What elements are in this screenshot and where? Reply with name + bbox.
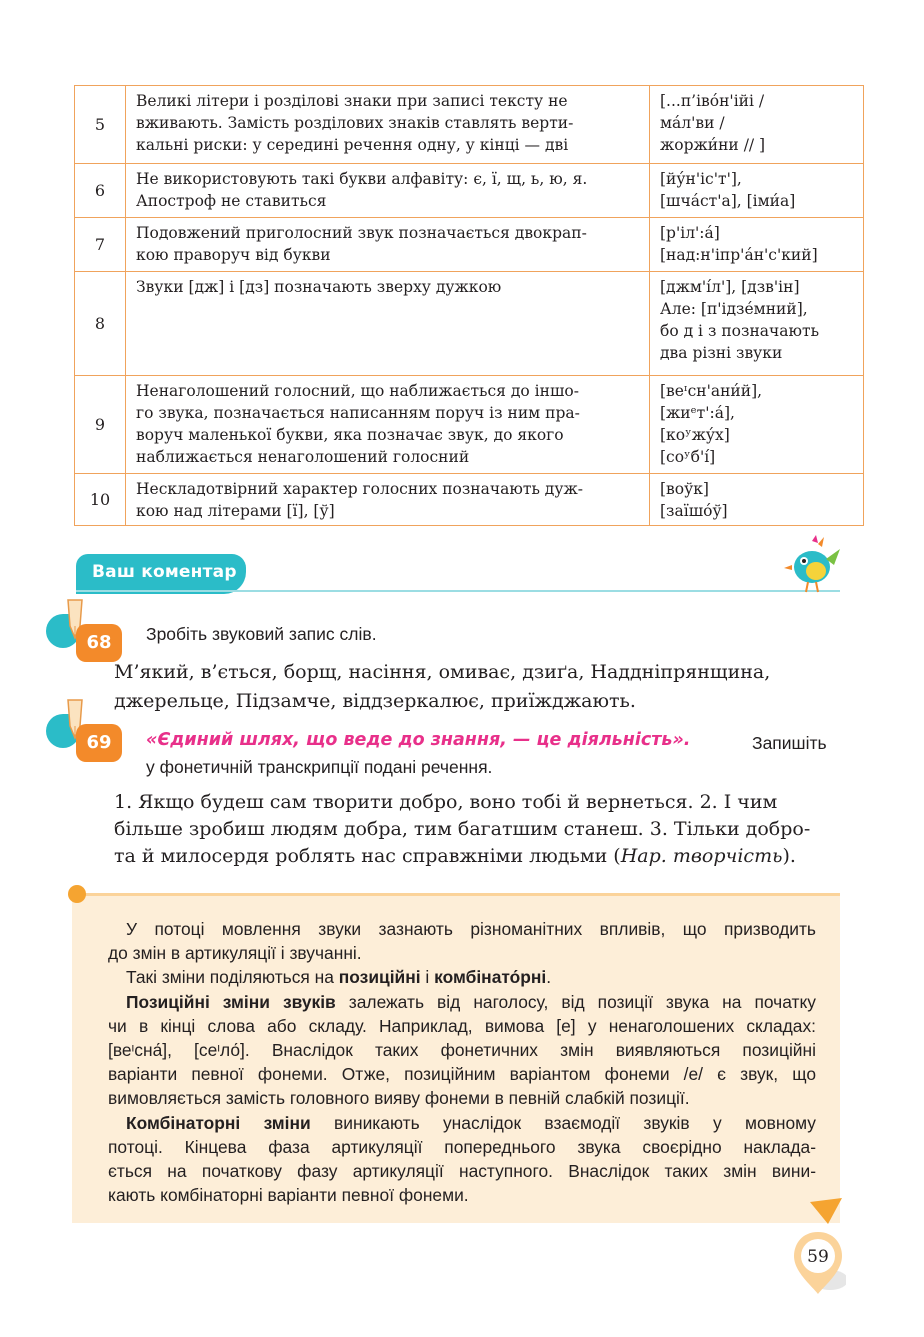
text-line: кають комбінаторні варіанти певної фонеми. xyxy=(108,1185,469,1206)
rule-line: кою над літерами [ї], [ў] xyxy=(136,502,335,520)
example-cell xyxy=(650,376,864,474)
rule-line: Ненаголошений голосний, що наближається до іншо- xyxy=(136,382,579,400)
table-row xyxy=(75,474,864,526)
theory-text xyxy=(108,917,816,1207)
text-line: 1. Якщо будеш сам творити добро, воно тобі й вернеться. 2. І чим xyxy=(114,791,778,813)
comment-banner-label: Ваш коментар xyxy=(92,562,237,582)
exercise-68-words xyxy=(114,658,842,716)
row-number: 7 xyxy=(75,218,126,272)
text-line: У потоці мовлення звуки зазнають різноманітних впливів, що призводить xyxy=(126,919,816,939)
text-line xyxy=(114,843,844,870)
row-number: 9 xyxy=(75,376,126,474)
example-line: [коʸжу́х] xyxy=(660,426,730,444)
table-row xyxy=(75,86,864,164)
rule-line: го звука, позначається написанням поруч із ним пра- xyxy=(136,404,580,422)
example-line: [р'іл':а́] xyxy=(660,224,720,242)
example-line: [веᶦсн'ани́й], xyxy=(660,382,763,400)
example-line: [соʸб'і́] xyxy=(660,448,716,466)
exercise-69-task-cont: у фонетичній транскрипції подані речення. xyxy=(146,757,493,777)
table-row xyxy=(75,376,864,474)
example-line: [заїшо́ў] xyxy=(660,502,728,520)
row-number: 5 xyxy=(75,86,126,164)
theory-box-top-border xyxy=(80,893,840,896)
example-line: [...п’іво́н'ійі / xyxy=(660,92,765,110)
example-cell xyxy=(650,218,864,272)
example-line: два різні звуки xyxy=(660,344,783,362)
comment-divider xyxy=(76,590,840,592)
text-fragment: ). xyxy=(782,845,796,867)
text-line: джерельце, Підзамче, віддзеркалює, приїжджають. xyxy=(114,690,636,712)
comment-banner xyxy=(76,554,246,594)
exercise-68-task: Зробіть звуковий запис слів. xyxy=(146,624,377,644)
text-line: варіанти певної фонеми. Отже, позиційним варіантом фонеми /е/ є звук, що xyxy=(108,1064,816,1085)
exercise-69-quote: «Єдиний шлях, що веде до знання, — це діяльність». xyxy=(146,730,691,750)
table-row xyxy=(75,164,864,218)
text-fragment: . xyxy=(546,967,552,988)
rule-line: вживають. Замість розділових знаків ставлять верти- xyxy=(136,114,574,132)
corner-arrow-icon xyxy=(810,1198,842,1224)
exercise-68-marker xyxy=(46,604,118,668)
rule-cell xyxy=(126,376,650,474)
text-line: [веᶦсна́], [сеᶦло́]. Внаслідок таких фонетичних змін виявляються позиційні xyxy=(108,1040,816,1061)
transcription-rules-table xyxy=(74,85,864,526)
rule-cell xyxy=(126,86,650,164)
table-row xyxy=(75,272,864,376)
text-line: вимовляється замість головного вияву фонеми в певній слабкій позиції. xyxy=(108,1088,690,1109)
example-cell xyxy=(650,86,864,164)
bird-icon xyxy=(782,535,842,593)
exercise-69-task: Запишіть xyxy=(752,733,827,753)
rule-line: Апостроф не ставиться xyxy=(136,192,327,210)
text-line: М’який, в’ється, борщ, насіння, омиває, дзиґа, Наддніпрянщина, xyxy=(114,661,771,683)
example-cell xyxy=(650,272,864,376)
text-fragment: Такі зміни поділяються на xyxy=(126,967,339,988)
example-line: бо д і з позначають xyxy=(660,322,820,340)
example-line: ма́л'ви / xyxy=(660,114,725,132)
example-line: [йу́н'іс'т'], xyxy=(660,170,742,188)
text-fragment: виникають унаслідок взаємодії звуків у мовному xyxy=(310,1112,816,1133)
exercise-number-badge: 68 xyxy=(76,624,122,662)
exercise-number-badge: 69 xyxy=(76,724,122,762)
text-line xyxy=(108,990,816,1014)
rule-cell xyxy=(126,272,650,376)
rule-line: Нескладотвірний характер голосних позначають дуж- xyxy=(136,480,583,498)
rule-line: Не використовують такі букви алфавіту: є, ї, щ, ь, ю, я. xyxy=(136,170,588,188)
text-fragment: і xyxy=(420,967,435,988)
text-line: потоці. Кінцева фаза артикуляції попереднього звука своєрідно наклада- xyxy=(108,1136,816,1157)
rule-cell xyxy=(126,474,650,526)
rule-line: кою праворуч від букви xyxy=(136,246,331,264)
row-number: 10 xyxy=(75,474,126,526)
rule-line: кальні риски: у середині речення одну, у кінці — дві xyxy=(136,136,569,154)
text-line: більше зробиш людям добра, тим багатшим станеш. 3. Тільки добро- xyxy=(114,818,811,840)
theory-bullet-dot xyxy=(68,885,86,903)
example-line: [джм'і́л'], [дзв'ін] xyxy=(660,278,800,296)
rule-cell xyxy=(126,164,650,218)
source-citation: Нар. творчість xyxy=(620,845,783,867)
row-number: 6 xyxy=(75,164,126,218)
exercise-69-marker xyxy=(46,704,118,768)
rule-line: воруч маленької букви, яка позначає звук, до якого xyxy=(136,426,564,444)
rule-line: наближається ненаголошений голосний xyxy=(136,448,470,466)
rule-line: Подовжений приголосний звук позначається двокрап- xyxy=(136,224,587,242)
rule-line: Звуки [дж] і [дз] позначають зверху дужкою xyxy=(136,278,502,296)
term-positional-changes: Позиційні зміни звуків xyxy=(126,991,336,1012)
example-line: [над:н'іпр'а́н'с'кий] xyxy=(660,246,818,264)
text-fragment: залежать від наголосу, від позиції звука на початку xyxy=(335,991,816,1012)
rule-cell xyxy=(126,218,650,272)
text-line: чи в кінці слова або складу. Наприклад, вимова [е] у ненаголошених складах: xyxy=(108,1015,816,1036)
text-line: ється на початкову фазу артикуляції наступного. Внаслідок таких змін вини- xyxy=(108,1161,816,1182)
rule-line: Великі літери і розділові знаки при записі тексту не xyxy=(136,92,568,110)
table-row xyxy=(75,218,864,272)
example-line: [жиᵉт':а́], xyxy=(660,404,735,422)
term-combinatorial: комбінато́рні xyxy=(434,967,547,988)
page-number: 59 xyxy=(807,1247,829,1267)
example-cell xyxy=(650,164,864,218)
example-line: жоржи́ни // ] xyxy=(660,136,766,154)
text-fragment: та й милосердя роблять нас справжніми людьми ( xyxy=(114,845,621,867)
term-positional: позиційні xyxy=(338,967,421,988)
exercise-69-text xyxy=(114,789,844,870)
example-line: [воўк] xyxy=(660,480,709,498)
example-line: Але: [п'ідзе́мний], xyxy=(660,300,808,318)
term-combinatorial-changes: Комбінаторні зміни xyxy=(126,1112,311,1133)
row-number: 8 xyxy=(75,272,126,376)
example-line: [шча́ст'а], [іми́а] xyxy=(660,192,796,210)
text-line xyxy=(108,965,816,989)
text-line: до змін в артикуляції і звучанні. xyxy=(108,943,362,964)
example-cell xyxy=(650,474,864,526)
text-line xyxy=(108,1111,816,1135)
